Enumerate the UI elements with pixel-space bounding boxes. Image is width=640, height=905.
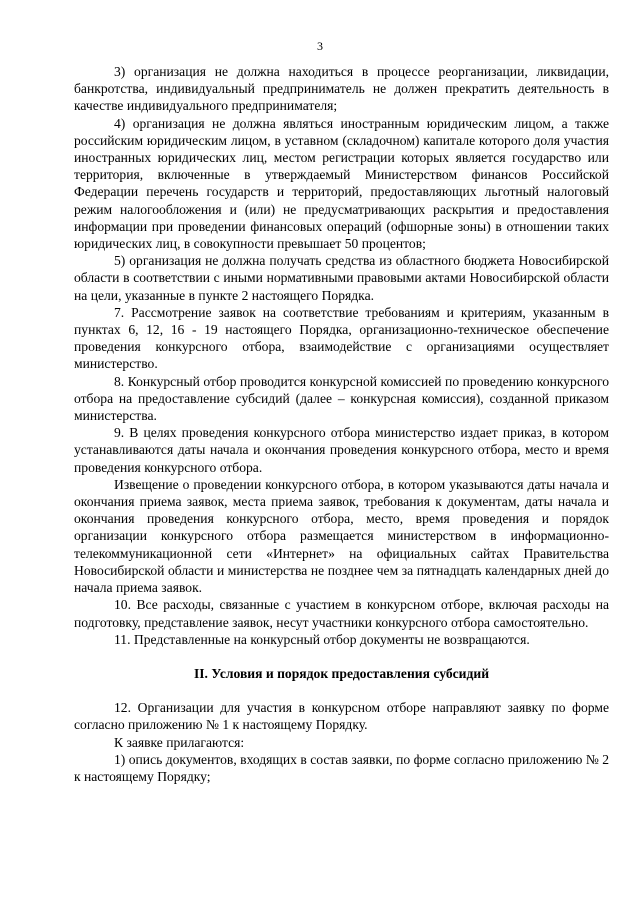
paragraph-clause-9: 9. В целях проведения конкурсного отбора министерство издает приказ, в котором устанавливаются даты начала и окончания проведения конкурсного отбора, место и время проведения конкурсного отбора.: [74, 425, 609, 475]
document-body: [74, 63, 609, 785]
paragraph-item-4: 4) организация не должна являться иностранным юридическим лицом, а также российским юридическим лицом, в уставном (складочном) капитале которого доля участия иностранных юридических лиц, местом регистрации которых является государство или территория, включенные в утверждаемый Министерством финансов Российской Федерации перечень государств и территорий, предоставляющих льготный налоговый режим налогообложения и (или) не предусматривающих раскрытия и предоставления информации при проведении финансовых операций (офшорные зоны) в отношении таких юридических лиц, в совокупности превышает 50 процентов;: [74, 115, 609, 252]
paragraph-item-3: 3) организация не должна находиться в процессе реорганизации, ликвидации, банкротства, индивидуальный предприниматель не должен прекратить деятельность в качестве индивидуального предпринимателя;: [74, 64, 609, 114]
section-heading: II. Условия и порядок предоставления субсидий: [193, 665, 490, 681]
paragraph-item-5: 5) организация не должна получать средства из областного бюджета Новосибирской области в соответствии с иными нормативными правовыми актами Новосибирской области на цели, указанные в пункте 2 настоящего Порядка.: [74, 253, 609, 303]
paragraph-clause-10: 10. Все расходы, связанные с участием в конкурсном отборе, включая расходы на подготовку, представление заявок, несут участники конкурсного отбора самостоятельно.: [74, 597, 609, 630]
page-number: 3: [317, 39, 323, 53]
paragraph-attachment-1: 1) опись документов, входящих в состав заявки, по форме согласно приложению № 2 к настоящему Порядку;: [74, 751, 609, 784]
paragraph-clause-7: 7. Рассмотрение заявок на соответствие требованиям и критериям, указанным в пунктах 6, 12, 16 - 19 настоящего Порядка, организационно-техническое обеспечение проведения конкурсного отбора, взаимодействие с организациями осуществляет министерство.: [74, 304, 609, 372]
paragraph-attachments-intro: К заявке прилагаются:: [114, 734, 245, 750]
paragraph-notice: Извещение о проведении конкурсного отбора, в котором указываются даты начала и окончания приема заявок, места приема заявок, требования к документам, даты начала и окончания проведения конкурсного отбора, место, время проведения и порядок организации конкурсного отбора размещается министерством в информационно-телекоммуникационной сети «Интернет» на официальных сайтах Правительства Новосибирской области и министерства не позднее чем за пятнадцать календарных дней до начала приема заявок.: [74, 476, 609, 596]
paragraph-clause-12: 12. Организации для участия в конкурсном отборе направляют заявку по форме согласно приложению № 1 к настоящему Порядку.: [74, 700, 609, 733]
paragraph-clause-11: 11. Представленные на конкурсный отбор документы не возвращаются.: [114, 631, 530, 647]
paragraph-clause-8: 8. Конкурсный отбор проводится конкурсной комиссией по проведению конкурсного отбора на предоставление субсидий (далее – конкурсная комиссия), созданной приказом министерства.: [74, 373, 609, 424]
